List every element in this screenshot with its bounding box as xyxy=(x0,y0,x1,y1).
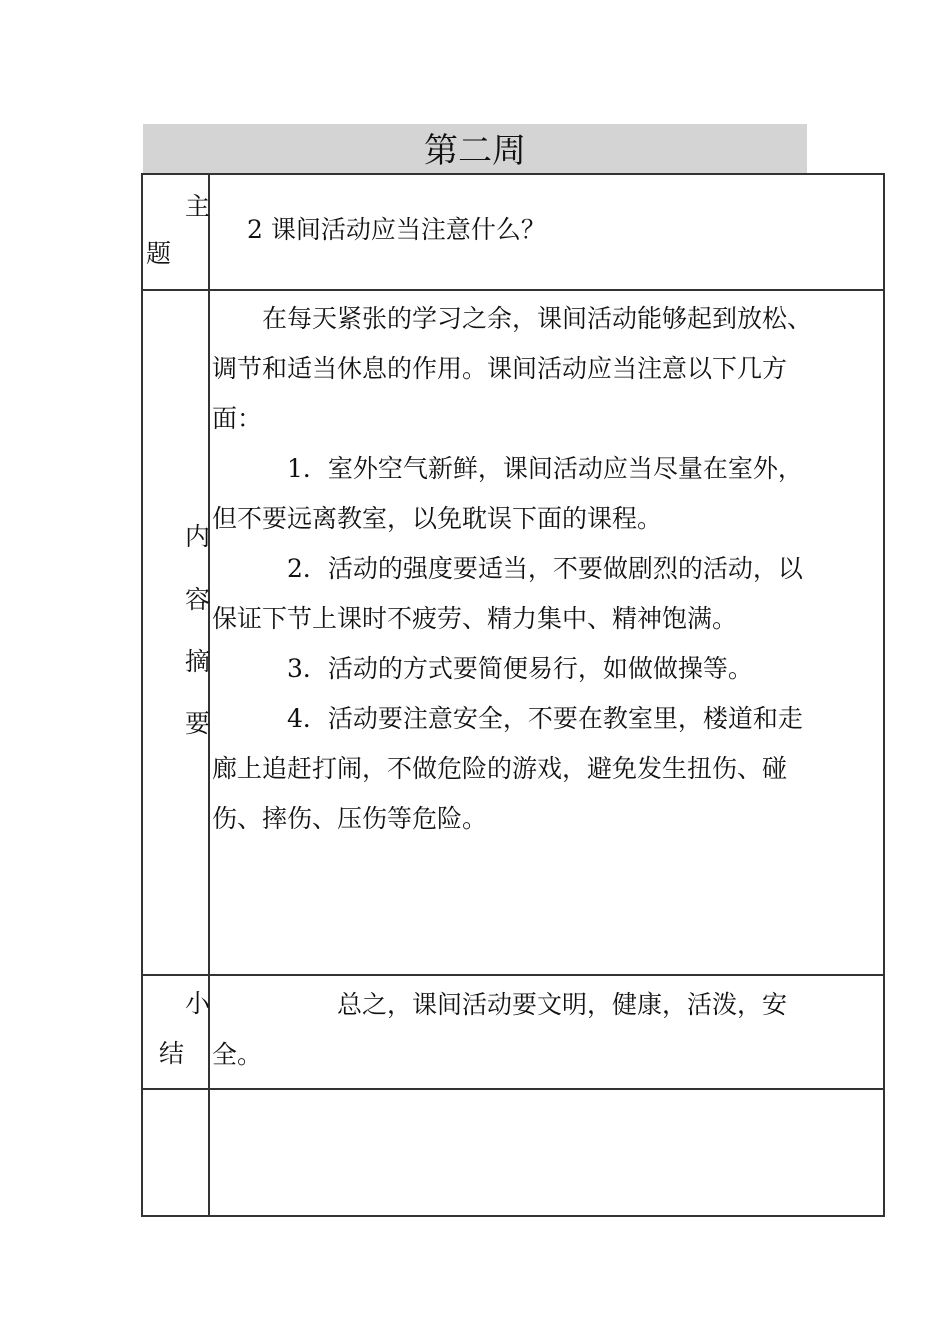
conclusion-label-char-2: 结 xyxy=(159,1039,185,1068)
content-line: 保证下节上课时不疲劳、精力集中、精神饱满。 xyxy=(212,604,738,633)
content-label-char-3: 摘 xyxy=(185,647,211,676)
content-line: 2．活动的强度要适当，不要做剧烈的活动，以 xyxy=(212,554,803,583)
content-line: 3．活动的方式要简便易行，如做做操等。 xyxy=(212,654,753,683)
row-divider-conclusion xyxy=(143,1088,883,1090)
content-line: 但不要远离教室，以免耽误下面的课程。 xyxy=(212,504,663,533)
topic-label-char-1: 主 xyxy=(185,192,211,221)
topic-label-char-2: 题 xyxy=(146,239,172,268)
topic-value: 2 课间活动应当注意什么？ xyxy=(247,215,546,244)
content-label-char-1: 内 xyxy=(185,522,211,551)
content-label-char-4: 要 xyxy=(185,709,211,738)
conclusion-text xyxy=(212,980,873,1080)
content-line: 调节和适当休息的作用。课间活动应当注意以下几方 xyxy=(212,354,788,383)
week-title: 第二周 xyxy=(143,124,807,174)
column-divider xyxy=(208,175,210,1215)
content-line: 廊上追赶打闹，不做危险的游戏，避免发生扭伤、碰 xyxy=(212,754,788,783)
content-label-char-2: 容 xyxy=(185,585,211,614)
content-line: 伤、摔伤、压伤等危险。 xyxy=(212,804,488,833)
content-line: 1．室外空气新鲜，课间活动应当尽量在室外， xyxy=(212,454,803,483)
content-line: 在每天紧张的学习之余，课间活动能够起到放松、 xyxy=(212,304,813,333)
content-summary-text xyxy=(212,294,873,844)
conclusion-line: 全。 xyxy=(212,1040,263,1069)
lesson-table xyxy=(141,173,885,1217)
content-line: 面： xyxy=(212,404,263,433)
row-divider-topic xyxy=(143,289,883,291)
row-divider-content xyxy=(143,974,883,976)
content-line: 4．活动要注意安全，不要在教室里，楼道和走 xyxy=(212,704,803,733)
conclusion-line: 总之，课间活动要文明，健康，活泼，安 xyxy=(212,990,788,1019)
conclusion-label-char-1: 小 xyxy=(185,989,211,1018)
